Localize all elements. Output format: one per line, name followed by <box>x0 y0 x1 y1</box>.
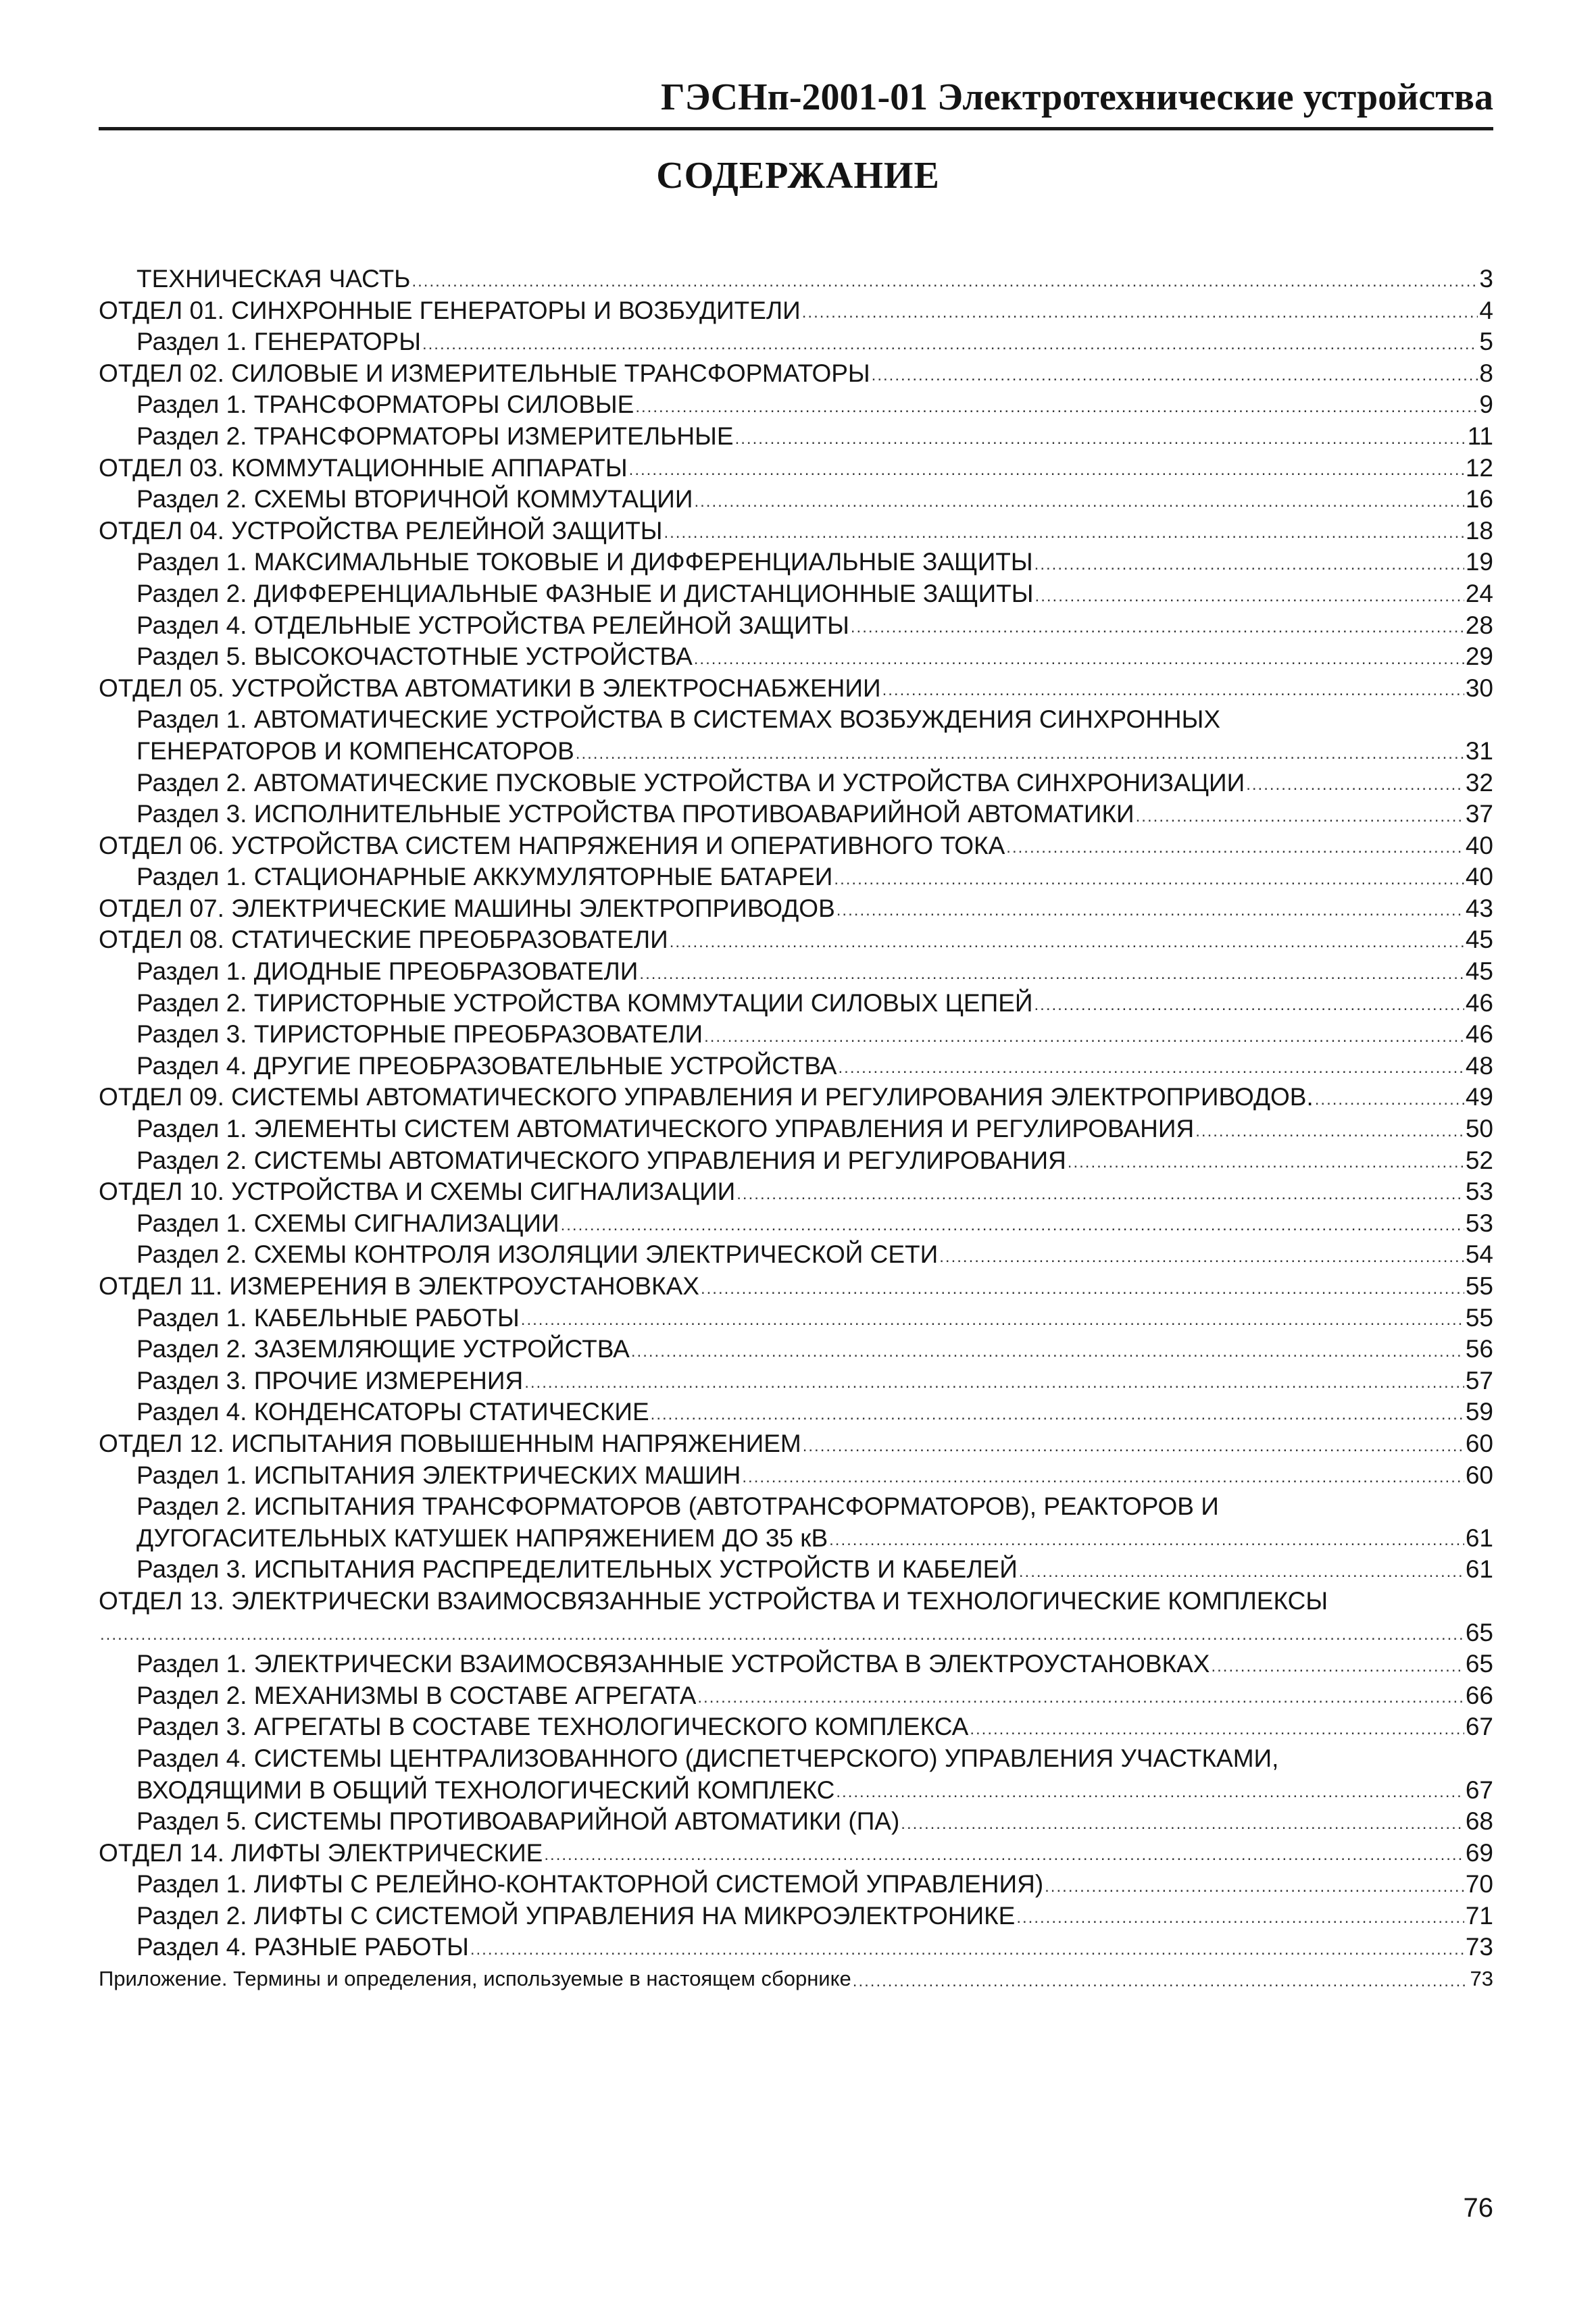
toc-entry-page: 53 <box>1465 1209 1493 1237</box>
toc-entry-page: 57 <box>1465 1366 1493 1394</box>
dot-leader <box>561 1212 1464 1239</box>
dot-leader <box>853 1968 1469 1995</box>
toc-entry[interactable] <box>99 1460 1493 1492</box>
toc-entry[interactable] <box>99 1932 1493 1963</box>
toc-entry[interactable] <box>99 673 1493 705</box>
toc-entry[interactable] <box>99 736 1493 768</box>
toc-entry[interactable] <box>99 1680 1493 1712</box>
toc-entry-title: ОТДЕЛ 05. УСТРОЙСТВА АВТОМАТИКИ В ЭЛЕКТРОСНАБЖЕНИИ <box>99 674 881 702</box>
toc-entry-page: 73 <box>1465 1933 1493 1961</box>
table-of-contents <box>99 263 1493 1995</box>
toc-entry-page: 32 <box>1465 768 1493 797</box>
toc-entry[interactable] <box>99 578 1493 610</box>
toc-entry[interactable] <box>99 515 1493 547</box>
toc-entry[interactable] <box>99 1711 1493 1743</box>
dot-leader <box>635 394 1478 421</box>
toc-entry-title: Раздел 2. ЗАЗЕМЛЯЮЩИЕ УСТРОЙСТВА <box>136 1335 630 1363</box>
toc-entry-page: 70 <box>1465 1870 1493 1898</box>
toc-entry-title: ОТДЕЛ 09. СИСТЕМЫ АВТОМАТИЧЕСКОГО УПРАВЛЕНИЯ И РЕГУЛИРОВАНИЯ ЭЛЕКТРОПРИВОДОВ. <box>99 1083 1314 1111</box>
toc-entry-title: Раздел 2. ТИРИСТОРНЫЕ УСТРОЙСТВА КОММУТАЦИИ СИЛОВЫХ ЦЕПЕЙ <box>136 988 1033 1017</box>
toc-entry-page: 67 <box>1465 1713 1493 1741</box>
dot-leader <box>524 1369 1464 1397</box>
toc-entry-title: Раздел 4. ОТДЕЛЬНЫЕ УСТРОЙСТВА РЕЛЕЙНОЙ ЗАЩИТЫ <box>136 611 849 639</box>
toc-entry[interactable] <box>99 1838 1493 1869</box>
toc-entry-page: 53 <box>1465 1178 1493 1206</box>
toc-entry-page: 46 <box>1465 1020 1493 1049</box>
toc-entry-title: ОТДЕЛ 07. ЭЛЕКТРИЧЕСКИЕ МАШИНЫ ЭЛЕКТРОПРИВОДОВ <box>99 894 835 922</box>
toc-entry-title: Раздел 2. ЛИФТЫ С СИСТЕМОЙ УПРАВЛЕНИЯ НА МИКРОЭЛЕКТРОНИКЕ <box>136 1901 1016 1930</box>
dot-leader <box>970 1716 1464 1743</box>
toc-entry-page: 24 <box>1465 579 1493 607</box>
dot-leader <box>470 1936 1464 1963</box>
toc-entry-title: ОТДЕЛ 12. ИСПЫТАНИЯ ПОВЫШЕННЫМ НАПРЯЖЕНИЕМ <box>99 1429 801 1457</box>
toc-entry-title: Раздел 2. ТРАНСФОРМАТОРЫ ИЗМЕРИТЕЛЬНЫЕ <box>136 422 734 450</box>
toc-entry-title: Раздел 1. КАБЕЛЬНЫЕ РАБОТЫ <box>136 1303 520 1332</box>
toc-entry-page: 12 <box>1465 453 1493 482</box>
toc-entry[interactable] <box>99 956 1493 988</box>
toc-entry-page: 55 <box>1465 1272 1493 1300</box>
dot-leader <box>872 362 1478 389</box>
toc-entry-page: 31 <box>1465 736 1493 765</box>
toc-entry[interactable] <box>99 1176 1493 1208</box>
toc-entry-title: Раздел 1. МАКСИМАЛЬНЫЕ ТОКОВЫЕ И ДИФФЕРЕНЦИАЛЬНЫЕ ЗАЩИТЫ <box>136 548 1033 576</box>
toc-entry[interactable] <box>99 484 1493 515</box>
toc-entry[interactable] <box>99 1208 1493 1240</box>
dot-leader <box>901 1811 1464 1838</box>
toc-entry-page: 43 <box>1465 894 1493 922</box>
dot-leader <box>1034 551 1464 578</box>
dot-leader <box>1068 1149 1464 1176</box>
toc-entry[interactable] <box>99 641 1493 673</box>
toc-entry-page: 55 <box>1465 1303 1493 1332</box>
dot-leader <box>742 1464 1464 1491</box>
toc-entry[interactable] <box>99 1491 1493 1523</box>
dot-leader <box>631 1338 1464 1365</box>
dot-leader <box>829 1527 1464 1554</box>
toc-entry[interactable] <box>99 1901 1493 1932</box>
dot-leader <box>704 1024 1464 1051</box>
toc-entry-page: 65 <box>1465 1650 1493 1678</box>
toc-entry-page: 9 <box>1479 391 1493 419</box>
toc-entry-title: Раздел 2. СХЕМЫ КОНТРОЛЯ ИЗОЛЯЦИИ ЭЛЕКТРИЧЕСКОЙ СЕТИ <box>136 1240 939 1269</box>
dot-leader <box>422 331 1478 358</box>
toc-entry-page: 46 <box>1465 988 1493 1017</box>
toc-entry[interactable] <box>99 1113 1493 1145</box>
toc-entry-page: 40 <box>1465 863 1493 891</box>
toc-entry-title: ОТДЕЛ 08. СТАТИЧЕСКИЕ ПРЕОБРАЗОВАТЕЛИ <box>99 926 668 954</box>
toc-entry-page: 54 <box>1465 1240 1493 1269</box>
toc-entry[interactable] <box>99 1019 1493 1051</box>
toc-entry[interactable] <box>99 1365 1493 1397</box>
toc-entry-title: ОТДЕЛ 10. УСТРОЙСТВА И СХЕМЫ СИГНАЛИЗАЦИИ <box>99 1178 736 1206</box>
toc-entry-title: Раздел 5. ВЫСОКОЧАСТОТНЫЕ УСТРОЙСТВА <box>136 643 693 671</box>
toc-entry[interactable] <box>99 1617 1493 1649</box>
toc-entry[interactable] <box>99 924 1493 956</box>
dot-leader <box>544 1842 1464 1869</box>
toc-entry-title: Раздел 2. ДИФФЕРЕНЦИАЛЬНЫЕ ФАЗНЫЕ И ДИСТАНЦИОННЫЕ ЗАЩИТЫ <box>136 579 1034 607</box>
toc-entry-page: 66 <box>1465 1681 1493 1709</box>
toc-entry-page: 49 <box>1465 1083 1493 1111</box>
toc-entry-title: Раздел 1. ТРАНСФОРМАТОРЫ СИЛОВЫЕ <box>136 391 634 419</box>
toc-entry[interactable] <box>99 1397 1493 1428</box>
toc-entry-title: ОТДЕЛ 02. СИЛОВЫЕ И ИЗМЕРИТЕЛЬНЫЕ ТРАНСФОРМАТОРЫ <box>99 359 870 387</box>
toc-entry[interactable] <box>99 1082 1493 1113</box>
dot-leader <box>697 1684 1464 1711</box>
toc-entry[interactable] <box>99 1334 1493 1365</box>
toc-entry-title: Раздел 2. ИСПЫТАНИЯ ТРАНСФОРМАТОРОВ (АВТОТРАНСФОРМАТОРОВ), РЕАКТОРОВ И <box>136 1492 1219 1521</box>
toc-entry-page: 59 <box>1465 1398 1493 1426</box>
toc-entry-title: Раздел 3. ТИРИСТОРНЫЕ ПРЕОБРАЗОВАТЕЛИ <box>136 1020 703 1049</box>
toc-entry-title: Раздел 4. СИСТЕМЫ ЦЕНТРАЛИЗОВАННОГО (ДИСПЕТЧЕРСКОГО) УПРАВЛЕНИЯ УЧАСТКАМИ, <box>136 1744 1279 1772</box>
toc-entry-title: Раздел 2. СИСТЕМЫ АВТОМАТИЧЕСКОГО УПРАВЛЕНИЯ И РЕГУЛИРОВАНИЯ <box>136 1146 1066 1174</box>
toc-entry-page: 61 <box>1465 1524 1493 1552</box>
dot-leader <box>1246 772 1464 799</box>
toc-entry[interactable] <box>99 799 1493 830</box>
toc-entry[interactable] <box>99 830 1493 862</box>
toc-entry-title: ОТДЕЛ 11. ИЗМЕРЕНИЯ В ЭЛЕКТРОУСТАНОВКАХ <box>99 1272 699 1300</box>
toc-entry-page: 73 <box>1470 1967 1493 1991</box>
toc-entry[interactable] <box>99 358 1493 390</box>
toc-entry[interactable] <box>99 1145 1493 1177</box>
toc-entry-title: Раздел 1. СХЕМЫ СИГНАЛИЗАЦИИ <box>136 1209 559 1237</box>
toc-entry-title: Раздел 3. ИСПЫТАНИЯ РАСПРЕДЕЛИТЕЛЬНЫХ УСТРОЙСТВ И КАБЕЛЕЙ <box>136 1555 1018 1584</box>
dot-leader <box>1136 803 1464 830</box>
toc-entry-title: Раздел 1. СТАЦИОНАРНЫЕ АККУМУЛЯТОРНЫЕ БАТАРЕИ <box>136 863 833 891</box>
dot-leader <box>836 1779 1464 1806</box>
toc-entry[interactable] <box>99 453 1493 484</box>
toc-entry-page: 4 <box>1479 296 1493 324</box>
toc-entry-title: Раздел 1. АВТОМАТИЧЕСКИЕ УСТРОЙСТВА В СИСТЕМАХ ВОЗБУЖДЕНИЯ СИНХРОННЫХ <box>136 705 1221 734</box>
dot-leader <box>882 677 1464 704</box>
toc-entry-page: 11 <box>1467 422 1493 450</box>
dot-leader <box>694 488 1464 515</box>
dot-leader <box>412 268 1478 295</box>
toc-entry[interactable] <box>99 1869 1493 1901</box>
dot-leader <box>834 866 1464 893</box>
toc-entry-title: Раздел 2. АВТОМАТИЧЕСКИЕ ПУСКОВЫЕ УСТРОЙСТВА И УСТРОЙСТВА СИНХРОНИЗАЦИИ <box>136 768 1245 797</box>
dot-leader <box>664 520 1464 547</box>
dot-leader <box>670 929 1464 956</box>
toc-entry-page: 56 <box>1465 1335 1493 1363</box>
toc-entry-page: 50 <box>1465 1115 1493 1143</box>
dot-leader <box>521 1307 1464 1334</box>
toc-entry-page: 45 <box>1465 957 1493 986</box>
dot-leader <box>639 961 1464 988</box>
toc-entry-title: ВХОДЯЩИМИ В ОБЩИЙ ТЕХНОЛОГИЧЕСКИЙ КОМПЛЕКС <box>136 1776 835 1804</box>
toc-entry-page: 61 <box>1465 1555 1493 1584</box>
toc-entry[interactable] <box>99 861 1493 893</box>
toc-entry[interactable] <box>99 1963 1493 1995</box>
toc-entry[interactable] <box>99 610 1493 642</box>
toc-entry-page: 45 <box>1465 926 1493 954</box>
toc-entry-title: Раздел 5. СИСТЕМЫ ПРОТИВОАВАРИЙНОЙ АВТОМАТИКИ (ПА) <box>136 1807 900 1836</box>
toc-entry[interactable] <box>99 389 1493 421</box>
toc-entry[interactable] <box>99 1239 1493 1271</box>
toc-entry-title: ТЕХНИЧЕСКАЯ ЧАСТЬ <box>136 265 411 293</box>
dot-leader <box>1016 1905 1464 1932</box>
toc-entry-page: 71 <box>1465 1901 1493 1930</box>
toc-entry-page: 37 <box>1465 800 1493 828</box>
dot-leader <box>701 1276 1464 1303</box>
toc-entry-title: ДУГОГАСИТЕЛЬНЫХ КАТУШЕК НАПРЯЖЕНИЕМ ДО 35 кВ <box>136 1524 828 1552</box>
toc-entry[interactable] <box>99 263 1493 295</box>
toc-entry-page: 16 <box>1465 485 1493 513</box>
toc-entry[interactable] <box>99 704 1493 736</box>
toc-entry[interactable] <box>99 1271 1493 1303</box>
dot-leader <box>837 897 1464 924</box>
dot-leader <box>839 1055 1464 1082</box>
dot-leader <box>1045 1873 1464 1901</box>
toc-entry-title: Раздел 3. ИСПОЛНИТЕЛЬНЫЕ УСТРОЙСТВА ПРОТИВОАВАРИЙНОЙ АВТОМАТИКИ <box>136 800 1134 828</box>
toc-entry-page: 69 <box>1465 1838 1493 1867</box>
toc-entry[interactable] <box>99 1303 1493 1334</box>
toc-entry[interactable] <box>99 1806 1493 1838</box>
toc-entry-page: 5 <box>1479 328 1493 356</box>
toc-entry[interactable] <box>99 1428 1493 1460</box>
toc-entry[interactable] <box>99 893 1493 925</box>
toc-entry-page: 40 <box>1465 831 1493 859</box>
toc-entry-page: 68 <box>1465 1807 1493 1836</box>
toc-entry-title: Раздел 1. ГЕНЕРАТОРЫ <box>136 328 421 356</box>
toc-entry[interactable] <box>99 1586 1493 1617</box>
toc-entry-title: Раздел 3. ПРОЧИЕ ИЗМЕРЕНИЯ <box>136 1366 524 1394</box>
dot-leader <box>737 1181 1464 1208</box>
toc-entry-title: Раздел 4. КОНДЕНСАТОРЫ СТАТИЧЕСКИЕ <box>136 1398 649 1426</box>
toc-entry-title: Раздел 2. СХЕМЫ ВТОРИЧНОЙ КОММУТАЦИИ <box>136 485 693 513</box>
toc-entry-page: 29 <box>1465 643 1493 671</box>
toc-entry[interactable] <box>99 768 1493 799</box>
toc-entry-page: 48 <box>1465 1051 1493 1080</box>
toc-entry[interactable] <box>99 988 1493 1020</box>
dot-leader <box>576 740 1464 768</box>
dot-leader <box>939 1244 1464 1271</box>
running-header <box>99 62 1493 130</box>
toc-entry-page: 3 <box>1479 265 1493 293</box>
toc-entry-title: Раздел 4. РАЗНЫЕ РАБОТЫ <box>136 1933 469 1961</box>
dot-leader <box>1195 1118 1464 1145</box>
toc-entry[interactable] <box>99 1775 1493 1807</box>
dot-leader <box>651 1401 1464 1428</box>
toc-entry-title: ОТДЕЛ 03. КОММУТАЦИОННЫЕ АППАРАТЫ <box>99 453 628 482</box>
toc-entry[interactable] <box>99 1743 1493 1775</box>
toc-entry-title: Раздел 1. ДИОДНЫЕ ПРЕОБРАЗОВАТЕЛИ <box>136 957 639 986</box>
dot-leader <box>1034 992 1464 1019</box>
toc-entry-title: ОТДЕЛ 06. УСТРОЙСТВА СИСТЕМ НАПРЯЖЕНИЯ И ОПЕРАТИВНОГО ТОКА <box>99 831 1005 859</box>
dot-leader <box>100 1621 1464 1649</box>
toc-entry-page: 30 <box>1465 674 1493 702</box>
toc-entry-page: 8 <box>1479 359 1493 387</box>
toc-entry-page: 60 <box>1465 1461 1493 1489</box>
toc-entry-title: ГЕНЕРАТОРОВ И КОМПЕНСАТОРОВ <box>136 736 574 765</box>
dot-leader <box>1035 583 1464 610</box>
toc-entry[interactable] <box>99 1554 1493 1586</box>
dot-leader <box>1019 1559 1464 1586</box>
toc-entry-title: Раздел 4. ДРУГИЕ ПРЕОБРАЗОВАТЕЛЬНЫЕ УСТРОЙСТВА <box>136 1051 837 1080</box>
toc-entry[interactable] <box>99 547 1493 578</box>
toc-entry[interactable] <box>99 1051 1493 1082</box>
dot-leader <box>851 614 1464 641</box>
toc-entry-page: 52 <box>1465 1146 1493 1174</box>
page-title: СОДЕРЖАНИЕ <box>656 155 940 197</box>
toc-entry[interactable] <box>99 1649 1493 1680</box>
toc-entry-page: 18 <box>1465 516 1493 545</box>
toc-entry-page: 28 <box>1465 611 1493 639</box>
dot-leader <box>802 299 1478 326</box>
toc-entry-page: 65 <box>1465 1618 1493 1646</box>
dot-leader <box>735 426 1466 453</box>
toc-entry-title: Раздел 2. МЕХАНИЗМЫ В СОСТАВЕ АГРЕГАТА <box>136 1681 697 1709</box>
toc-entry-title: ОТДЕЛ 04. УСТРОЙСТВА РЕЛЕЙНОЙ ЗАЩИТЫ <box>99 516 663 545</box>
dot-leader <box>629 457 1464 484</box>
toc-entry-page: 60 <box>1465 1429 1493 1457</box>
toc-entry-title: Раздел 3. АГРЕГАТЫ В СОСТАВЕ ТЕХНОЛОГИЧЕСКОГО КОМПЛЕКСА <box>136 1713 969 1741</box>
page-number: 76 <box>1463 2193 1493 2223</box>
toc-entry[interactable] <box>99 295 1493 327</box>
toc-entry-title: Раздел 1. ЭЛЕМЕНТЫ СИСТЕМ АВТОМАТИЧЕСКОГО УПРАВЛЕНИЯ И РЕГУЛИРОВАНИЯ <box>136 1115 1195 1143</box>
dot-leader <box>1006 834 1464 861</box>
toc-entry-title: Раздел 1. ЛИФТЫ С РЕЛЕЙНО-КОНТАКТОРНОЙ СИСТЕМОЙ УПРАВЛЕНИЯ) <box>136 1870 1044 1898</box>
toc-entry-title: Раздел 1. ИСПЫТАНИЯ ЭЛЕКТРИЧЕСКИХ МАШИН <box>136 1461 741 1489</box>
toc-entry-title: Раздел 1. ЭЛЕКТРИЧЕСКИ ВЗАИМОСВЯЗАННЫЕ УСТРОЙСТВА В ЭЛЕКТРОУСТАНОВКАХ <box>136 1650 1210 1678</box>
toc-entry[interactable] <box>99 1523 1493 1555</box>
toc-entry[interactable] <box>99 421 1493 453</box>
dot-leader <box>803 1433 1464 1460</box>
toc-entry-title: ОТДЕЛ 14. ЛИФТЫ ЭЛЕКТРИЧЕСКИЕ <box>99 1838 543 1867</box>
dot-leader <box>1211 1653 1464 1680</box>
dot-leader <box>1315 1086 1464 1113</box>
dot-leader <box>694 646 1464 673</box>
toc-entry-title: Приложение. Термины и определения, используемые в настоящем сборнике <box>99 1967 851 1991</box>
header-title: ГЭСНп-2001-01 Электротехнические устройства <box>660 76 1493 118</box>
toc-entry-page: 19 <box>1465 548 1493 576</box>
toc-entry[interactable] <box>99 326 1493 358</box>
toc-entry-title: ОТДЕЛ 01. СИНХРОННЫЕ ГЕНЕРАТОРЫ И ВОЗБУДИТЕЛИ <box>99 296 801 324</box>
toc-entry-page: 67 <box>1465 1776 1493 1804</box>
toc-entry-title: ОТДЕЛ 13. ЭЛЕКТРИЧЕСКИ ВЗАИМОСВЯЗАННЫЕ УСТРОЙСТВА И ТЕХНОЛОГИЧЕСКИЕ КОМПЛЕКСЫ <box>99 1586 1328 1615</box>
